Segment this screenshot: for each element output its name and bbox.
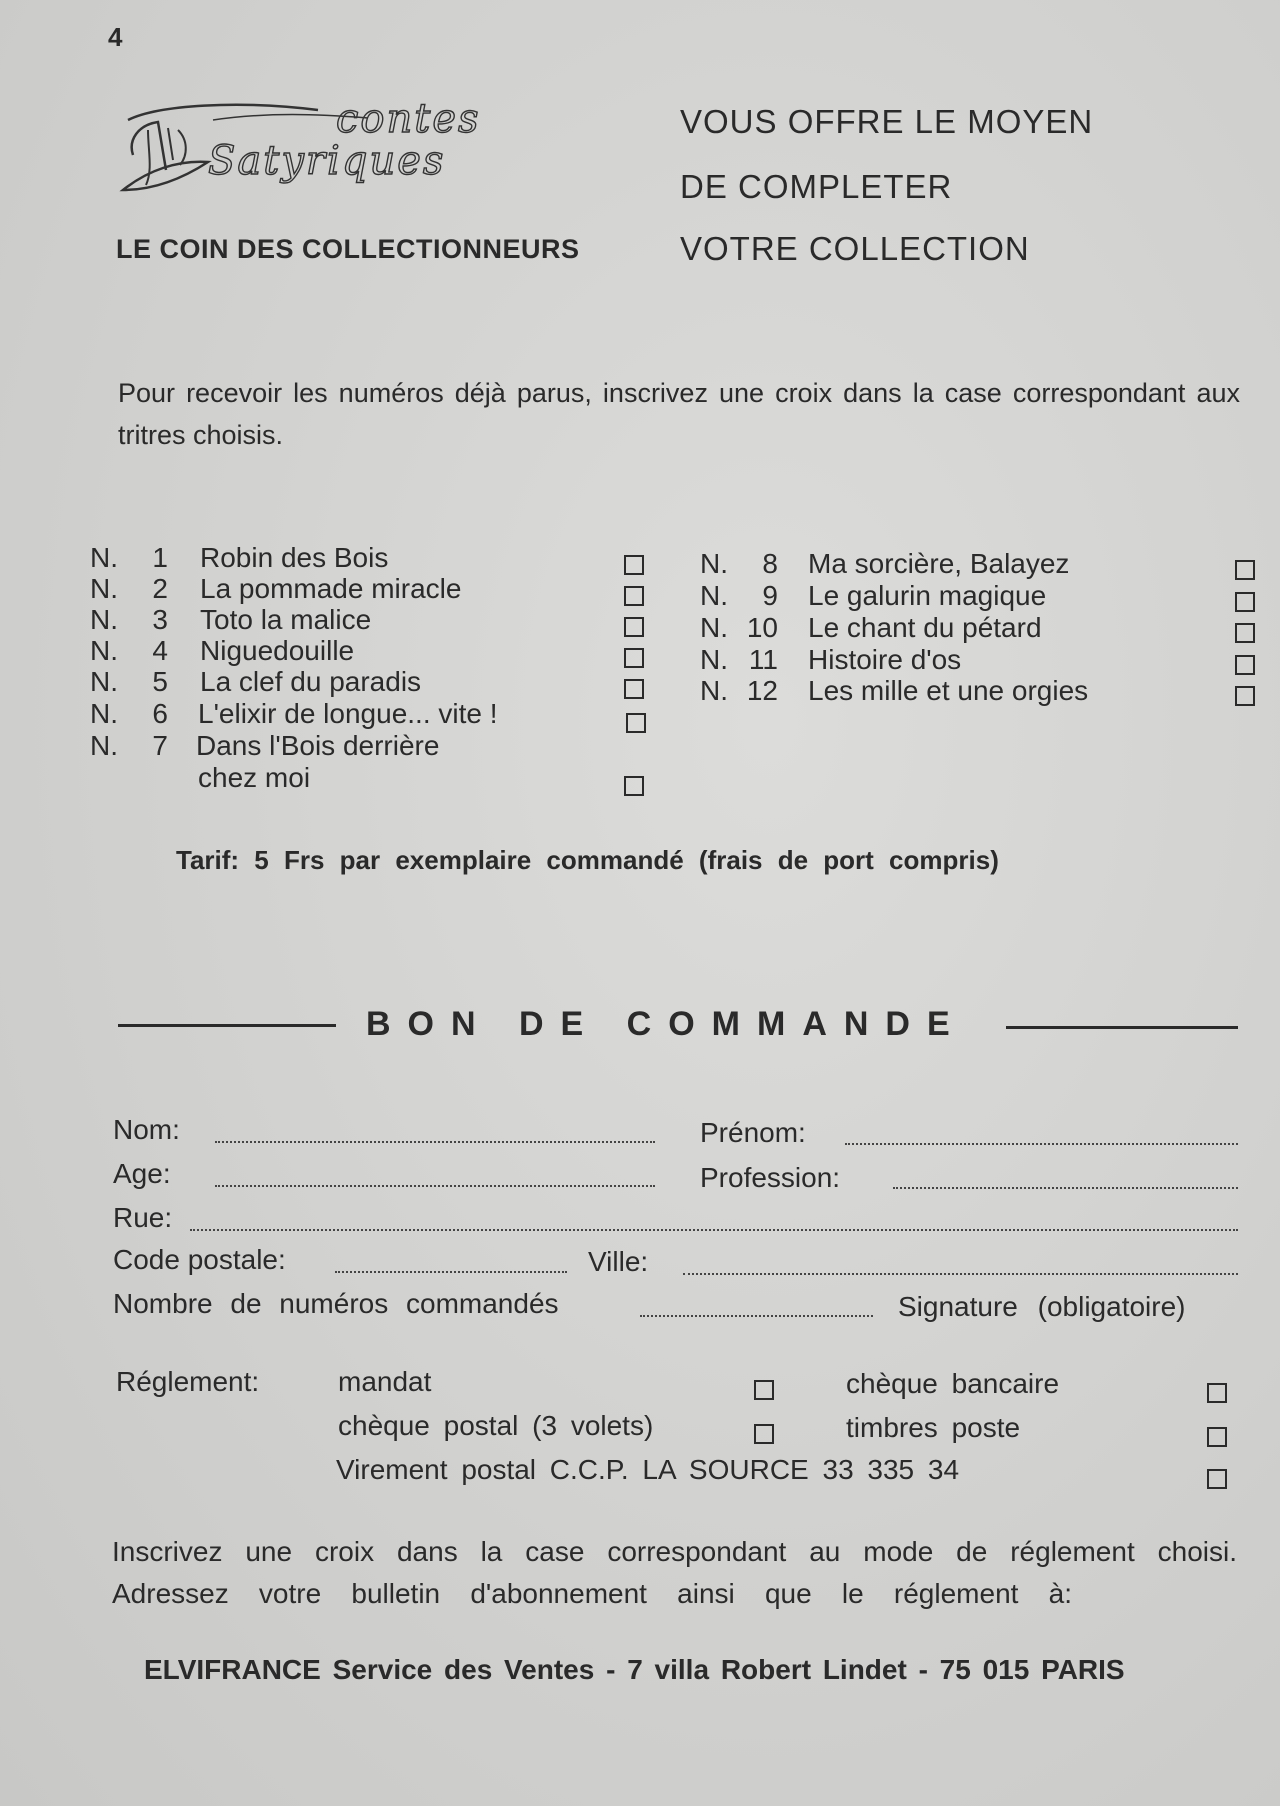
payment-virement-label: Virement postal C.C.P. LA SOURCE 33 335 34 bbox=[336, 1454, 960, 1485]
ville-field[interactable] bbox=[683, 1273, 1238, 1275]
heading-rule-left bbox=[118, 1024, 336, 1027]
checkbox-virement[interactable] bbox=[1207, 1469, 1227, 1489]
checkbox-title-3[interactable] bbox=[624, 617, 644, 637]
address-instruction: Adressez votre bulletin d'abonnement ainsi que le réglement à: bbox=[112, 1578, 1072, 1609]
item-prefix: N. bbox=[700, 580, 728, 611]
code-postale-field[interactable] bbox=[335, 1271, 567, 1273]
item-title: Robin des Bois bbox=[200, 542, 389, 573]
intro-text: Pour recevoir les numéros déjà parus, inscrivez une croix dans la case correspondant aux tritres choisis. bbox=[118, 378, 1240, 450]
item-title: Le galurin magique bbox=[808, 580, 1047, 611]
code-postale-label: Code postale: bbox=[113, 1244, 286, 1275]
payment-timbres-label: timbres poste bbox=[846, 1412, 1021, 1443]
mailing-address: ELVIFRANCE Service des Ventes - 7 villa Robert Lindet - 75 015 PARIS bbox=[144, 1654, 1125, 1685]
item-title: Histoire d'os bbox=[808, 644, 962, 675]
checkbox-title-12[interactable] bbox=[1235, 686, 1255, 706]
checkbox-mandat[interactable] bbox=[754, 1380, 774, 1400]
offer-line-3: VOTRE COLLECTION bbox=[680, 230, 1030, 267]
order-heading: BON DE COMMANDE bbox=[366, 1005, 967, 1043]
checkbox-title-9[interactable] bbox=[1235, 592, 1255, 612]
checkbox-title-11[interactable] bbox=[1235, 655, 1255, 675]
payment-label: Réglement: bbox=[116, 1366, 260, 1397]
payment-mandat-label: mandat bbox=[338, 1366, 432, 1397]
item-prefix: N. bbox=[90, 698, 118, 729]
checkbox-title-8[interactable] bbox=[1235, 560, 1255, 580]
nombre-label: Nombre de numéros commandés bbox=[113, 1288, 559, 1319]
checkbox-cheque-bancaire[interactable] bbox=[1207, 1383, 1227, 1403]
item-number: 8 bbox=[762, 548, 778, 579]
item-title: Le chant du pétard bbox=[808, 612, 1042, 643]
checkbox-timbres[interactable] bbox=[1207, 1427, 1227, 1447]
item-prefix: N. bbox=[90, 666, 118, 697]
contes-satyriques-logo bbox=[118, 96, 548, 205]
item-title: Toto la malice bbox=[200, 604, 372, 635]
item-prefix: N. bbox=[700, 644, 728, 675]
heading-rule-right bbox=[1006, 1026, 1238, 1029]
item-title-continued: chez moi bbox=[198, 762, 311, 793]
item-number: 4 bbox=[152, 635, 168, 666]
checkbox-title-4[interactable] bbox=[624, 648, 644, 668]
age-field[interactable] bbox=[215, 1185, 655, 1187]
item-title: La pommade miracle bbox=[200, 573, 462, 604]
logo-line-satyriques: Satyriques bbox=[208, 138, 446, 184]
item-prefix: N. bbox=[700, 612, 728, 643]
item-title: L'elixir de longue... vite ! bbox=[198, 698, 498, 729]
signature-label: Signature (obligatoire) bbox=[898, 1291, 1186, 1322]
payment-instruction: Inscrivez une croix dans la case correspondant au mode de réglement choisi. bbox=[112, 1536, 1237, 1567]
profession-label: Profession: bbox=[700, 1162, 841, 1193]
age-label: Age: bbox=[113, 1158, 171, 1189]
item-title: La clef du paradis bbox=[200, 666, 422, 697]
item-title: Dans l'Bois derrière bbox=[196, 730, 440, 761]
profession-field[interactable] bbox=[893, 1187, 1238, 1189]
rue-field[interactable] bbox=[190, 1229, 1238, 1231]
checkbox-title-6[interactable] bbox=[626, 713, 646, 733]
item-prefix: N. bbox=[90, 573, 118, 604]
page-number: 4 bbox=[108, 22, 123, 52]
nombre-field[interactable] bbox=[640, 1315, 873, 1317]
logo-line-contes: contes bbox=[336, 96, 481, 142]
checkbox-cheque-postal[interactable] bbox=[754, 1424, 774, 1444]
item-prefix: N. bbox=[90, 542, 118, 573]
item-number: 3 bbox=[152, 604, 168, 635]
checkbox-title-2[interactable] bbox=[624, 586, 644, 606]
item-prefix: N. bbox=[700, 675, 728, 706]
item-prefix: N. bbox=[700, 548, 728, 579]
prenom-label: Prénom: bbox=[700, 1117, 806, 1148]
item-prefix: N. bbox=[90, 604, 118, 635]
payment-cheque-bancaire-label: chèque bancaire bbox=[846, 1368, 1060, 1399]
offer-line-1: VOUS OFFRE LE MOYEN bbox=[680, 103, 1094, 140]
nom-field[interactable] bbox=[215, 1141, 655, 1143]
item-prefix: N. bbox=[90, 635, 118, 666]
nom-label: Nom: bbox=[113, 1114, 180, 1145]
item-number: 2 bbox=[152, 573, 168, 604]
checkbox-title-5[interactable] bbox=[624, 679, 644, 699]
item-number: 11 bbox=[748, 644, 778, 675]
item-number: 10 bbox=[746, 612, 778, 643]
prenom-field[interactable] bbox=[845, 1143, 1238, 1145]
checkbox-title-7[interactable] bbox=[624, 776, 644, 796]
ville-label: Ville: bbox=[588, 1246, 649, 1277]
checkbox-title-10[interactable] bbox=[1235, 623, 1255, 643]
item-number: 7 bbox=[152, 730, 168, 761]
item-number: 1 bbox=[152, 542, 168, 573]
item-title: Ma sorcière, Balayez bbox=[808, 548, 1070, 579]
item-title: Niguedouille bbox=[200, 635, 355, 666]
item-number: 6 bbox=[152, 698, 168, 729]
item-number: 9 bbox=[762, 580, 778, 611]
offer-line-2: DE COMPLETER bbox=[680, 168, 953, 205]
checkbox-title-1[interactable] bbox=[624, 555, 644, 575]
item-number: 5 bbox=[152, 666, 168, 697]
collectors-corner-label: LE COIN DES COLLECTIONNEURS bbox=[116, 234, 580, 264]
payment-cheque-postal-label: chèque postal (3 volets) bbox=[338, 1410, 654, 1441]
item-title: Les mille et une orgies bbox=[808, 675, 1089, 706]
price-note: Tarif: 5 Frs par exemplaire commandé (frais de port compris) bbox=[176, 845, 999, 875]
item-number: 12 bbox=[746, 675, 778, 706]
rue-label: Rue: bbox=[113, 1202, 173, 1233]
item-prefix: N. bbox=[90, 730, 118, 761]
